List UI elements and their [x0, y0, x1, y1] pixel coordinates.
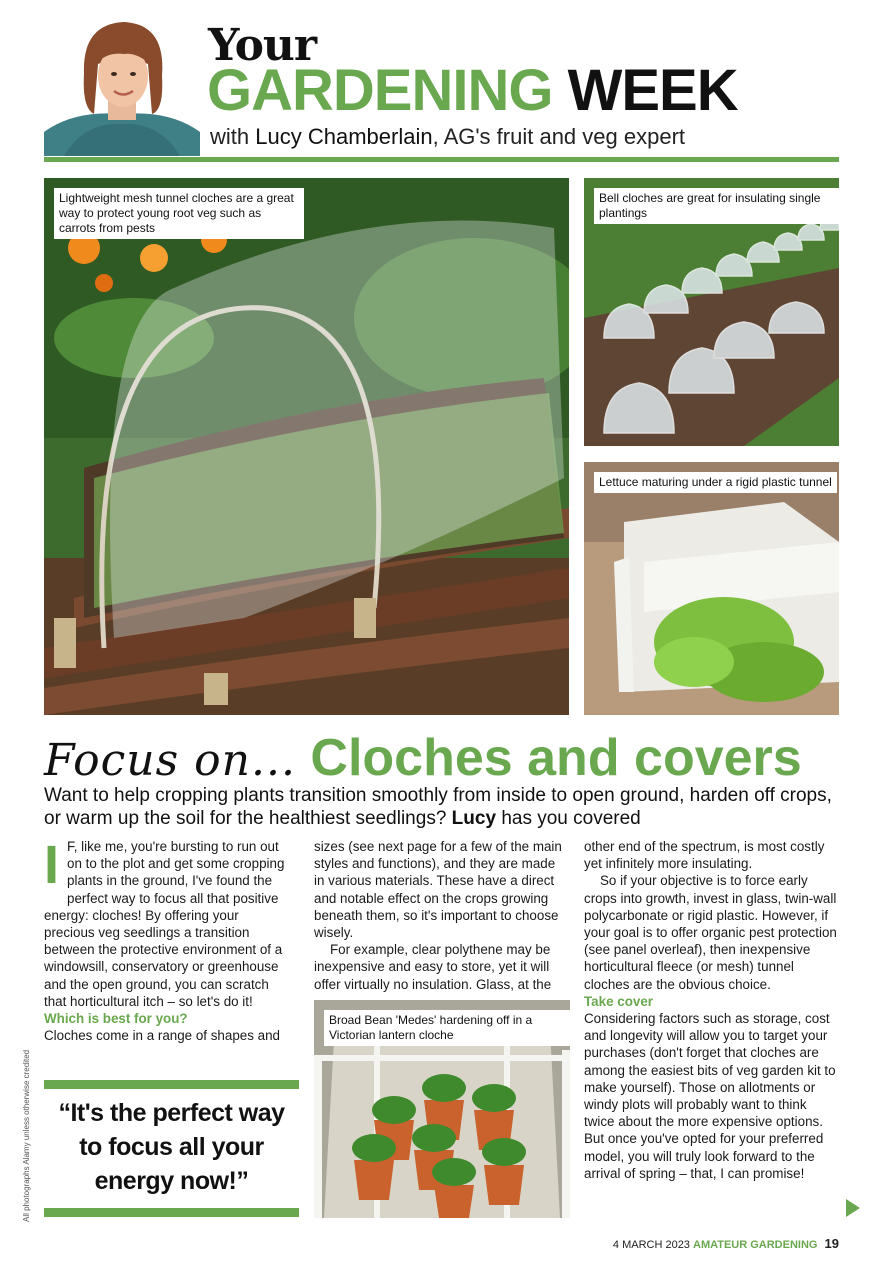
- author-portrait: [44, 14, 200, 156]
- pull-quote-top-bar: [44, 1080, 299, 1089]
- byline: [210, 124, 685, 150]
- standfirst-text: Want to help cropping plants transition smoothly from inside to open ground, harden off crops, or warm up the soil for the healthiest seedlings?: [44, 785, 832, 829]
- page-number: 19: [824, 1236, 839, 1251]
- byline-name: Lucy Chamberlain: [255, 124, 433, 149]
- subhead-take-cover: Take cover: [584, 993, 653, 1009]
- photo-caption: Bell cloches are great for insulating single plantings: [594, 188, 839, 224]
- article-column-2: [314, 838, 566, 993]
- standfirst-name: Lucy: [451, 808, 497, 829]
- article-paragraph: other end of the spectrum, is most costly yet infinitely more insulating.: [584, 839, 825, 872]
- article-paragraph: F, like me, you're bursting to run out on to the plot and get some cropping plants in the ground, I've found the perfect way to focus all that positive energy: cloches! By offering your precious veg seedlings a transition between the protective environment of a windowsill, conservatory or greenhouse and the open ground, you can scratch that horticultural itch – so let's do it!: [44, 839, 285, 1009]
- footer-magazine: AMATEUR GARDENING: [693, 1239, 818, 1251]
- article-column-3: [584, 838, 840, 1182]
- title-week: WEEK: [567, 58, 738, 123]
- photo-mesh-tunnel-cloche: [44, 178, 569, 715]
- article-paragraph: sizes (see next page for a few of the main styles and functions), and they are made in various materials. These have a direct and notable effect on the crops growing beneath them, so it's important to choose wisely.: [314, 839, 562, 941]
- mesh-tunnel-illustration: [44, 178, 569, 715]
- headline-topic: Cloches and covers: [310, 729, 802, 787]
- standfirst-end: has you covered: [501, 808, 641, 829]
- photo-caption: Broad Bean 'Medes' hardening off in a Victorian lantern cloche: [324, 1010, 570, 1046]
- pull-quote-text: “It's the perfect way to focus all your energy now!”: [58, 1099, 285, 1195]
- article-paragraph: Cloches come in a range of shapes and: [44, 1028, 280, 1044]
- article-paragraph: For example, clear polythene may be inexpensive and easy to store, yet it will offer virtually no insulation. Glass, at the: [314, 942, 552, 992]
- lettuce-tunnel-illustration: [584, 462, 839, 715]
- footer-date: 4 MARCH 2023: [612, 1239, 690, 1251]
- photo-caption: Lettuce maturing under a rigid plastic tunnel: [594, 472, 837, 493]
- header-rule: [44, 157, 839, 162]
- pull-quote: [44, 1080, 299, 1218]
- article-column-1: [44, 835, 292, 1044]
- photo-caption: Lightweight mesh tunnel cloches are a great way to protect young root veg such as carrots from pests: [54, 188, 304, 239]
- drop-cap: I: [44, 835, 60, 895]
- page-title: [207, 60, 738, 122]
- next-page-arrow-icon[interactable]: [846, 1199, 860, 1217]
- photo-credit: All photographs Alamy unless otherwise credited: [22, 1049, 31, 1222]
- page-header: [0, 0, 883, 170]
- photo-bell-cloches: [584, 178, 839, 446]
- photo-lettuce-tunnel: [584, 462, 839, 715]
- article-paragraph: So if your objective is to force early crops into growth, invest in glass, twin-wall polycarbonate or rigid plastic. However, if your goal is to offer organic pest protection (see panel overleaf), then inexpensive horticultural fleece (or mesh) tunnel cloches are the obvious choice.: [584, 873, 837, 992]
- title-your: Your: [208, 20, 317, 71]
- article-paragraph: Considering factors such as storage, cost and longevity will allow you to target your purchases (don't forget that cloches are among the easiest bits of veg garden kit to make yourself). Those on allotments or windy plots will probably want to think twice about the more expensive options. But once you've opted for your preferred model, you will truly look forward to the arrival of spring – that, I can promise!: [584, 1011, 836, 1181]
- feature-headline: [44, 728, 802, 788]
- headline-focus: Focus on...: [44, 735, 296, 786]
- byline-suffix: , AG's fruit and veg expert: [432, 124, 686, 149]
- title-gardening: GARDENING: [207, 58, 553, 123]
- pull-quote-bottom-bar: [44, 1208, 299, 1217]
- photo-broad-bean-cloche: [314, 1000, 570, 1218]
- subhead-which-is-best: Which is best for you?: [44, 1011, 188, 1027]
- standfirst: [44, 784, 844, 830]
- page-footer: [613, 1236, 839, 1251]
- byline-prefix: with: [210, 124, 250, 149]
